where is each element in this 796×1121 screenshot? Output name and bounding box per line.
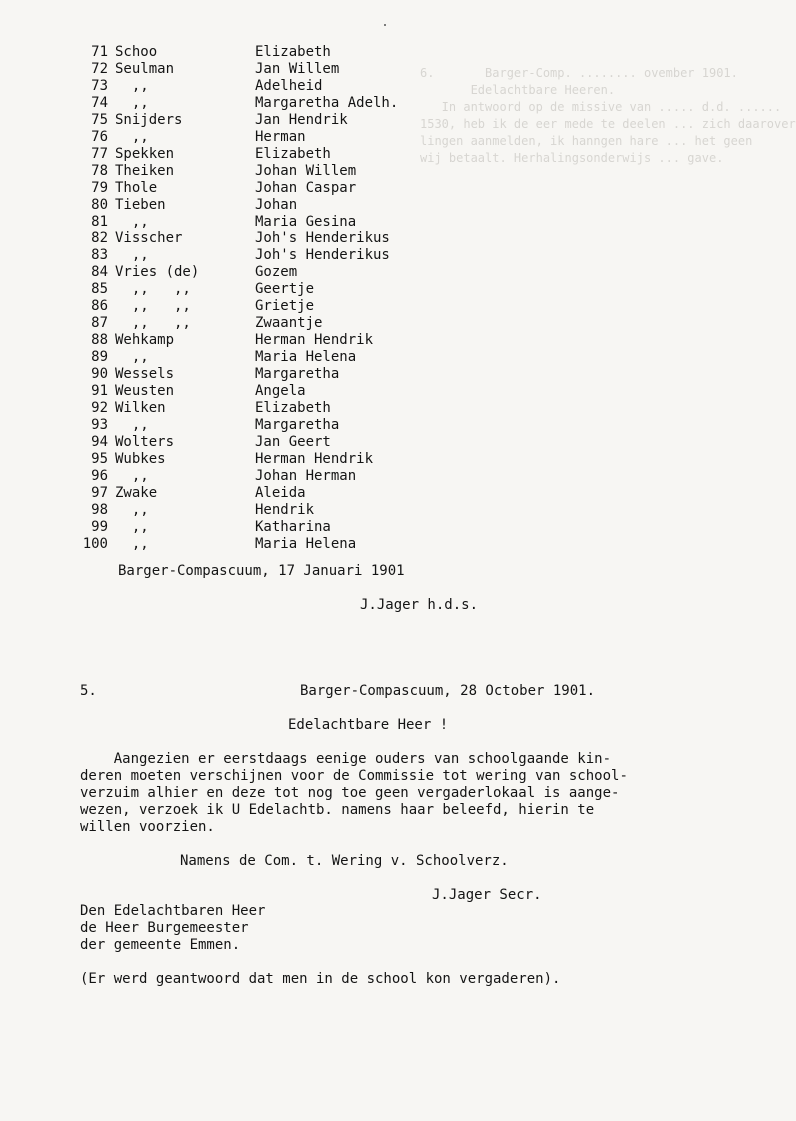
list-row xyxy=(78,44,331,61)
addressee-line: de Heer Burgemeester xyxy=(80,920,249,936)
list-row xyxy=(78,366,340,383)
row-surname: ,, xyxy=(115,94,149,111)
salutation: Edelachtbare Heer ! xyxy=(288,717,449,733)
list-row xyxy=(78,247,390,264)
row-given-name: Gozem xyxy=(255,264,298,281)
row-number: 84 xyxy=(91,264,108,281)
list-row xyxy=(78,315,323,332)
row-surname: ,, xyxy=(115,349,149,366)
bleed-through-text: 6. Barger-Comp. ........ ovember 1901. Edelachtbare Heeren. In antwoord op de missive van ..... d.d. ...... 1530, heb ik de eer mede te deelen ... zich daarover lingen aanmelden, ik hanngen hare ... het geen wij betaalt. Herhalingsonderwijs ... gave. xyxy=(420,66,796,165)
row-surname: ,, xyxy=(115,213,149,230)
row-given-name: Elizabeth xyxy=(255,400,331,417)
row-number: 88 xyxy=(91,332,108,349)
row-given-name: Margaretha xyxy=(255,366,340,383)
row-given-name: Johan Willem xyxy=(255,162,357,179)
row-surname: Theiken xyxy=(115,162,175,179)
row-surname: ,, xyxy=(115,501,149,518)
row-surname: Zwake xyxy=(115,484,158,501)
row-number: 74 xyxy=(91,94,108,111)
on-behalf-line: Namens de Com. t. Wering v. Schoolverz. xyxy=(180,853,509,869)
row-surname: Weusten xyxy=(115,383,175,400)
row-given-name: Johan xyxy=(255,196,298,213)
row-number: 85 xyxy=(91,281,108,298)
row-number: 71 xyxy=(91,44,108,60)
row-given-name: Elizabeth xyxy=(255,44,331,60)
row-number: 92 xyxy=(91,400,108,417)
row-surname: ,, xyxy=(115,467,149,484)
list-row xyxy=(78,145,331,163)
list-row xyxy=(78,332,374,349)
row-surname: ,, xyxy=(115,77,149,94)
row-surname: Seulman xyxy=(115,60,175,77)
row-given-name: Joh's Henderikus xyxy=(255,247,390,264)
list-row xyxy=(78,230,390,247)
letter-body-line: wezen, verzoek ik U Edelachtb. namens haar beleefd, hierin te xyxy=(80,802,595,818)
row-surname: Spekken xyxy=(115,145,175,162)
row-surname: Visscher xyxy=(115,230,183,247)
letter-body-line: deren moeten verschijnen voor de Commissie tot wering van school- xyxy=(80,768,628,784)
list-row xyxy=(78,213,357,231)
addressee-line: Den Edelachtbaren Heer xyxy=(80,903,266,919)
row-given-name: Zwaantje xyxy=(255,315,323,332)
row-number: 96 xyxy=(91,467,108,484)
list-row xyxy=(78,501,315,519)
row-surname: ,, ,, xyxy=(115,281,191,298)
row-surname: Schoo xyxy=(115,44,158,60)
row-surname: Wilken xyxy=(115,400,166,417)
list-row xyxy=(78,111,348,129)
letter-body-line: Aangezien er eerstdaags eenige ouders van schoolgaande kin- xyxy=(80,751,612,767)
row-given-name: Geertje xyxy=(255,281,315,298)
row-number: 81 xyxy=(91,213,108,230)
row-given-name: Joh's Henderikus xyxy=(255,230,390,247)
row-given-name: Hendrik xyxy=(255,501,315,518)
list-row xyxy=(78,162,357,180)
row-number: 82 xyxy=(91,230,108,247)
row-surname: Thole xyxy=(115,179,158,196)
row-number: 73 xyxy=(91,77,108,94)
row-surname: Vries (de) xyxy=(115,264,200,281)
closing-note: (Er werd geantwoord dat men in de school kon vergaderen). xyxy=(80,971,561,987)
row-given-name: Grietje xyxy=(255,298,315,315)
list-row xyxy=(78,349,357,366)
list-row xyxy=(78,179,357,197)
list-row xyxy=(78,518,331,536)
row-surname: ,, ,, xyxy=(115,315,191,332)
list-row xyxy=(78,433,331,451)
row-number: 87 xyxy=(91,315,108,332)
addressee-line: der gemeente Emmen. xyxy=(80,937,241,953)
row-given-name: Adelheid xyxy=(255,77,323,94)
row-number: 94 xyxy=(91,433,108,450)
row-number: 86 xyxy=(91,298,108,315)
list-row xyxy=(78,400,331,417)
row-surname: Tieben xyxy=(115,196,166,213)
row-given-name: Maria Helena xyxy=(255,535,357,552)
list-row xyxy=(78,264,298,281)
list-row xyxy=(78,416,340,434)
list-row xyxy=(78,535,357,553)
list-row xyxy=(78,450,374,468)
row-number: 80 xyxy=(91,196,108,213)
row-given-name: Maria Gesina xyxy=(255,213,357,230)
row-surname: Wubkes xyxy=(115,450,166,467)
row-given-name: Margaretha Adelh. xyxy=(255,94,399,111)
row-given-name: Herman xyxy=(255,128,306,145)
row-surname: ,, xyxy=(115,247,149,264)
row-given-name: Herman Hendrik xyxy=(255,332,374,349)
row-number: 76 xyxy=(91,128,108,145)
row-given-name: Jan Geert xyxy=(255,433,331,450)
row-number: 89 xyxy=(91,349,108,366)
list-row xyxy=(78,467,357,485)
row-given-name: Jan Hendrik xyxy=(255,111,348,128)
row-surname: ,, xyxy=(115,518,149,535)
row-surname: ,, xyxy=(115,535,149,552)
row-surname: Wessels xyxy=(115,366,175,383)
row-given-name: Johan Caspar xyxy=(255,179,357,196)
row-number: 77 xyxy=(91,145,108,162)
row-given-name: Jan Willem xyxy=(255,60,340,77)
row-given-name: Maria Helena xyxy=(255,349,357,366)
row-number: 72 xyxy=(91,60,108,77)
list-row xyxy=(78,383,306,400)
list-row xyxy=(78,94,399,112)
row-number: 83 xyxy=(91,247,108,264)
row-surname: Wehkamp xyxy=(115,332,175,349)
list-row xyxy=(78,77,323,95)
row-given-name: Aleida xyxy=(255,484,306,501)
row-given-name: Elizabeth xyxy=(255,145,331,162)
letter-body-line: verzuim alhier en deze tot nog toe geen vergaderlokaal is aange- xyxy=(80,785,620,801)
row-number: 90 xyxy=(91,366,108,383)
row-number: 78 xyxy=(91,162,108,179)
row-number: 75 xyxy=(91,111,108,128)
row-surname: Wolters xyxy=(115,433,175,450)
row-given-name: Margaretha xyxy=(255,416,340,433)
row-number: 93 xyxy=(91,416,108,433)
signature-1: J.Jager h.d.s. xyxy=(360,597,479,613)
list-row xyxy=(78,196,298,214)
signature-2: J.Jager Secr. xyxy=(432,887,542,903)
row-number: 79 xyxy=(91,179,108,196)
row-number: 95 xyxy=(91,450,108,467)
place-date-1: Barger-Compascuum, 17 Januari 1901 xyxy=(118,563,405,579)
list-row xyxy=(78,298,315,315)
row-number: 99 xyxy=(91,518,108,535)
list-row xyxy=(78,60,340,78)
row-number: 97 xyxy=(91,484,108,501)
row-number: 91 xyxy=(91,383,108,400)
letter-number: 5. xyxy=(80,683,97,699)
row-given-name: Katharina xyxy=(255,518,331,535)
list-row xyxy=(78,281,315,298)
name-list xyxy=(78,44,399,553)
row-surname: ,, xyxy=(115,128,149,145)
row-given-name: Herman Hendrik xyxy=(255,450,374,467)
row-given-name: Johan Herman xyxy=(255,467,357,484)
row-surname: ,, xyxy=(115,416,149,433)
letter-place-date: Barger-Compascuum, 28 October 1901. xyxy=(300,683,596,699)
list-row xyxy=(78,128,306,146)
speck xyxy=(384,24,386,26)
row-surname: Snijders xyxy=(115,111,183,128)
list-row xyxy=(78,484,306,502)
row-number: 98 xyxy=(91,501,108,518)
row-surname: ,, ,, xyxy=(115,298,191,315)
row-given-name: Angela xyxy=(255,383,306,400)
row-number: 100 xyxy=(82,535,108,552)
letter-body-line: willen voorzien. xyxy=(80,819,215,835)
